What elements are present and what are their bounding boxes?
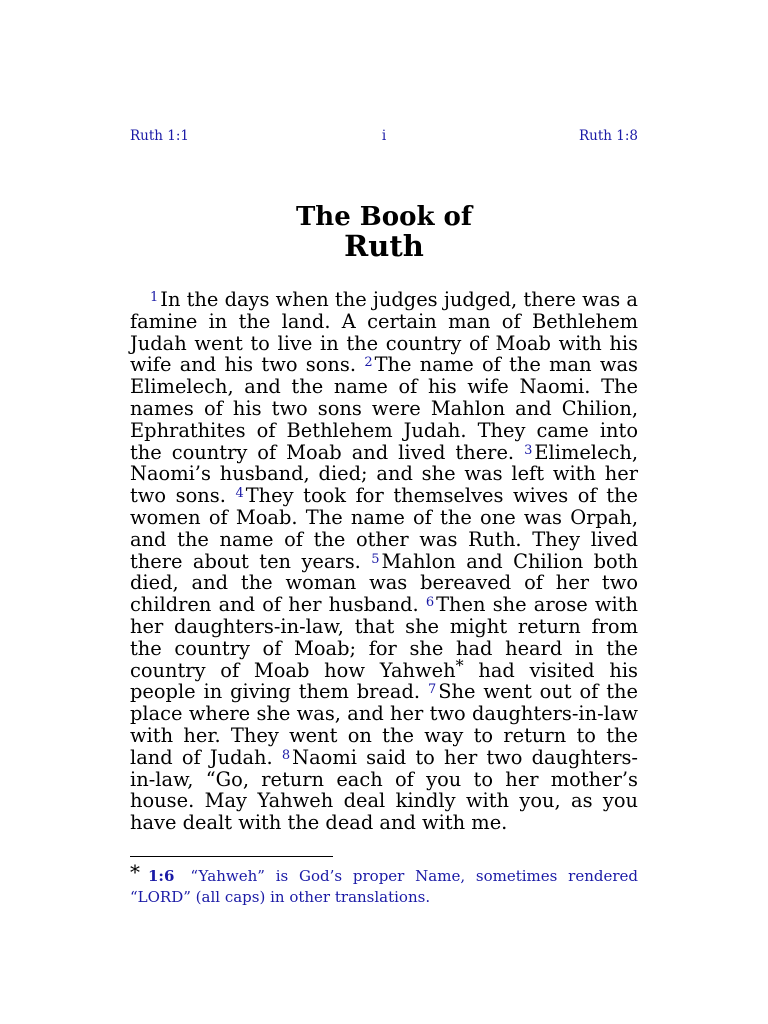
verse-number: 8 xyxy=(281,747,291,763)
footnote-mark: * xyxy=(130,860,140,884)
verse-text: had visited his people in giving them bread. xyxy=(130,658,638,704)
verse-number: 1 xyxy=(150,290,159,305)
verse-number: 7 xyxy=(427,682,437,698)
footnote xyxy=(130,860,638,908)
verse-text: The name of the man was Elimelech, and the name of his wife Naomi. The names of his two sons were Mahlon and Chilion, Ephrathites of Bethlehem Judah. They came into the country of Moab and lived there. xyxy=(130,353,639,464)
page-number: i xyxy=(381,128,387,144)
verse-text: They took for themselves wives of the women of Moab. The name of the one was Orpah, and the name of the other was Ruth. They lived there about ten years. xyxy=(130,484,638,573)
verse-number: 2 xyxy=(364,355,373,371)
chapter-text xyxy=(130,289,638,834)
footnote-text: “Yahweh” is God’s proper Name, sometimes rendered “LORD” (all caps) in other translations. xyxy=(130,867,638,906)
book-title xyxy=(130,203,638,261)
verse-text: Then she arose with her daughters-in-law, that she might return from the country of Moab; for she had heard in the country of Moab how Yahweh xyxy=(130,593,638,682)
running-header xyxy=(130,128,638,146)
verse-text: Naomi said to her two daughters-in-law, “Go, return each of you to her mother’s house. May Yahweh deal kindly with you, as you have dealt with the dead and with me. xyxy=(130,745,638,835)
book-title-line2: Ruth xyxy=(344,229,424,263)
verse-number: 6 xyxy=(425,595,435,611)
footnote-reference[interactable]: 1:6 xyxy=(148,867,175,885)
verse-number: 4 xyxy=(235,486,244,502)
header-right-reference: Ruth 1:8 xyxy=(579,128,638,144)
footnote-marker[interactable]: * xyxy=(455,655,464,675)
verse-text: Elimelech, Naomi’s husband, died; and she was left with her two sons. xyxy=(130,440,638,508)
verse-text: She went out of the place where she was, and her two daughters-in-law with her. They went on the way to return to the land of Judah. xyxy=(130,680,638,769)
verse-text: In the days when the judges judged, there was a famine in the land. A certain man of Bethlehem Judah went to live in the country of Moab with his wife and his two sons. xyxy=(130,288,638,377)
footnote-divider xyxy=(130,856,333,857)
verse-number: 3 xyxy=(524,442,533,458)
header-left-reference: Ruth 1:1 xyxy=(130,128,189,144)
book-title-line1: The Book of xyxy=(295,202,473,232)
verse-number: 5 xyxy=(371,551,380,567)
verse-text: Mahlon and Chilion both died, and the woman was bereaved of her two children and of her husband. xyxy=(130,549,638,617)
